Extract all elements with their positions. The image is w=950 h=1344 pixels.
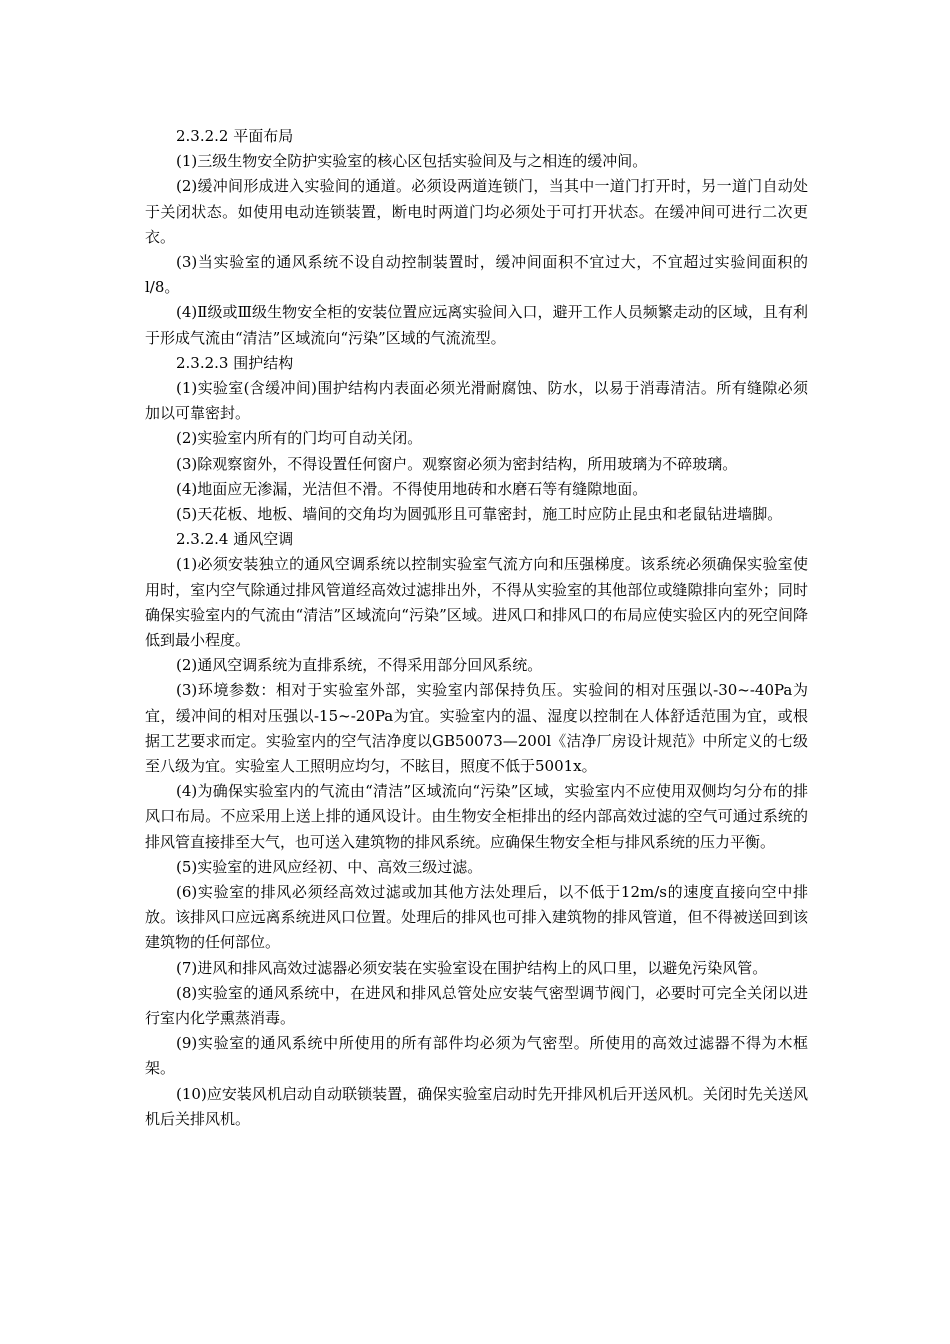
paragraph: (4)Ⅱ级或Ⅲ级生物安全柜的安装位置应远离实验间入口，避开工作人员频繁走动的区域，且有利于形成气流由“清洁”区域流向“污染”区域的气流流型。 bbox=[145, 303, 808, 347]
paragraph: (9)实验室的通风系统中所使用的所有部件均必须为气密型。所使用的高效过滤器不得为木框架。 bbox=[145, 1034, 808, 1078]
paragraph: (8)实验室的通风系统中，在进风和排风总管处应安装气密型调节阀门，必要时可完全关闭以进行室内化学熏蒸消毒。 bbox=[145, 983, 808, 1028]
paragraph: (2)实验室内所有的门均可自动关闭。 bbox=[176, 429, 423, 448]
paragraph: (1)必须安装独立的通风空调系统以控制实验室气流方向和压强梯度。该系统必须确保实验室使用时，室内空气除通过排风管道经高效过滤排出外，不得从实验室的其他部位或缝隙排向室外；同时确保实验室内的气流由“清洁”区域流向“污染”区域。进风口和排风口的布局应使实验区内的死空间降低到最小程度。 bbox=[145, 555, 808, 650]
paragraph: (7)进风和排风高效过滤器必须安装在实验室设在围护结构上的风口里，以避免污染风管。 bbox=[176, 958, 768, 977]
paragraph: (1)三级生物安全防护实验室的核心区包括实验间及与之相连的缓冲间。 bbox=[176, 152, 648, 171]
paragraph: (3)环境参数：相对于实验室外部，实验室内部保持负压。实验间的相对压强以-30~-40Pa为宜，缓冲间的相对压强以-15~-20Pa为宜。实验室内的温、湿度以控制在人体舒适范围为宜，或根据工艺要求而定。实验室内的空气洁净度以GB50073—200l《洁净厂房设计规范》中所定义的七级至八级为宜。实验室人工照明应均匀，不眩目，照度不低于5001x。 bbox=[145, 681, 808, 776]
paragraph: (10)应安装风机启动自动联锁装置，确保实验室启动时先开排风机后开送风机。关闭时先关送风机后关排风机。 bbox=[145, 1084, 808, 1128]
section-heading: 2.3.2.2 平面布局 bbox=[176, 127, 294, 145]
paragraph: (5)天花板、地板、墙间的交角均为圆弧形且可靠密封，施工时应防止昆虫和老鼠钻进墙脚。 bbox=[176, 505, 783, 524]
paragraph: (4)地面应无渗漏，光洁但不滑。不得使用地砖和水磨石等有缝隙地面。 bbox=[176, 479, 648, 498]
section-enclosure bbox=[145, 351, 808, 527]
paragraph: (3)除观察窗外，不得设置任何窗户。观察窗必须为密封结构，所用玻璃为不碎玻璃。 bbox=[176, 454, 738, 473]
section-layout bbox=[145, 124, 808, 351]
section-heading: 2.3.2.3 围护结构 bbox=[176, 353, 294, 372]
paragraph: (3)当实验室的通风系统不设自动控制装置时，缓冲间面积不宜过大，不宜超过实验间面积的l/8。 bbox=[145, 253, 808, 297]
document-page bbox=[145, 124, 808, 1132]
section-heading: 2.3.2.4 通风空调 bbox=[176, 530, 294, 549]
paragraph: (6)实验室的排风必须经高效过滤或加其他方法处理后，以不低于12m/s的速度直接向空中排放。该排风口应远离系统进风口位置。处理后的排风也可排入建筑物的排风管道，但不得被送回到该建筑物的任何部位。 bbox=[145, 883, 808, 952]
section-ventilation bbox=[145, 527, 808, 1132]
paragraph: (2)通风空调系统为直排系统，不得采用部分回风系统。 bbox=[176, 656, 543, 675]
paragraph: (5)实验室的进风应经初、中、高效三级过滤。 bbox=[176, 857, 483, 876]
paragraph: (2)缓冲间形成进入实验间的通道。必须设两道连锁门，当其中一道门打开时，另一道门自动处于关闭状态。如使用电动连锁装置，断电时两道门均必须处于可打开状态。在缓冲间可进行二次更衣。 bbox=[145, 177, 808, 246]
paragraph: (4)为确保实验室内的气流由“清洁”区域流向“污染”区域，实验室内不应使用双侧均匀分布的排风口布局。不应采用上送上排的通风设计。由生物安全柜排出的经内部高效过滤的空气可通过系统的排风管直接排至大气，也可送入建筑物的排风系统。应确保生物安全柜与排风系统的压力平衡。 bbox=[145, 782, 808, 851]
paragraph: (1)实验室(含缓冲间)围护结构内表面必须光滑耐腐蚀、防水，以易于消毒清洁。所有缝隙必须加以可靠密封。 bbox=[145, 379, 808, 423]
